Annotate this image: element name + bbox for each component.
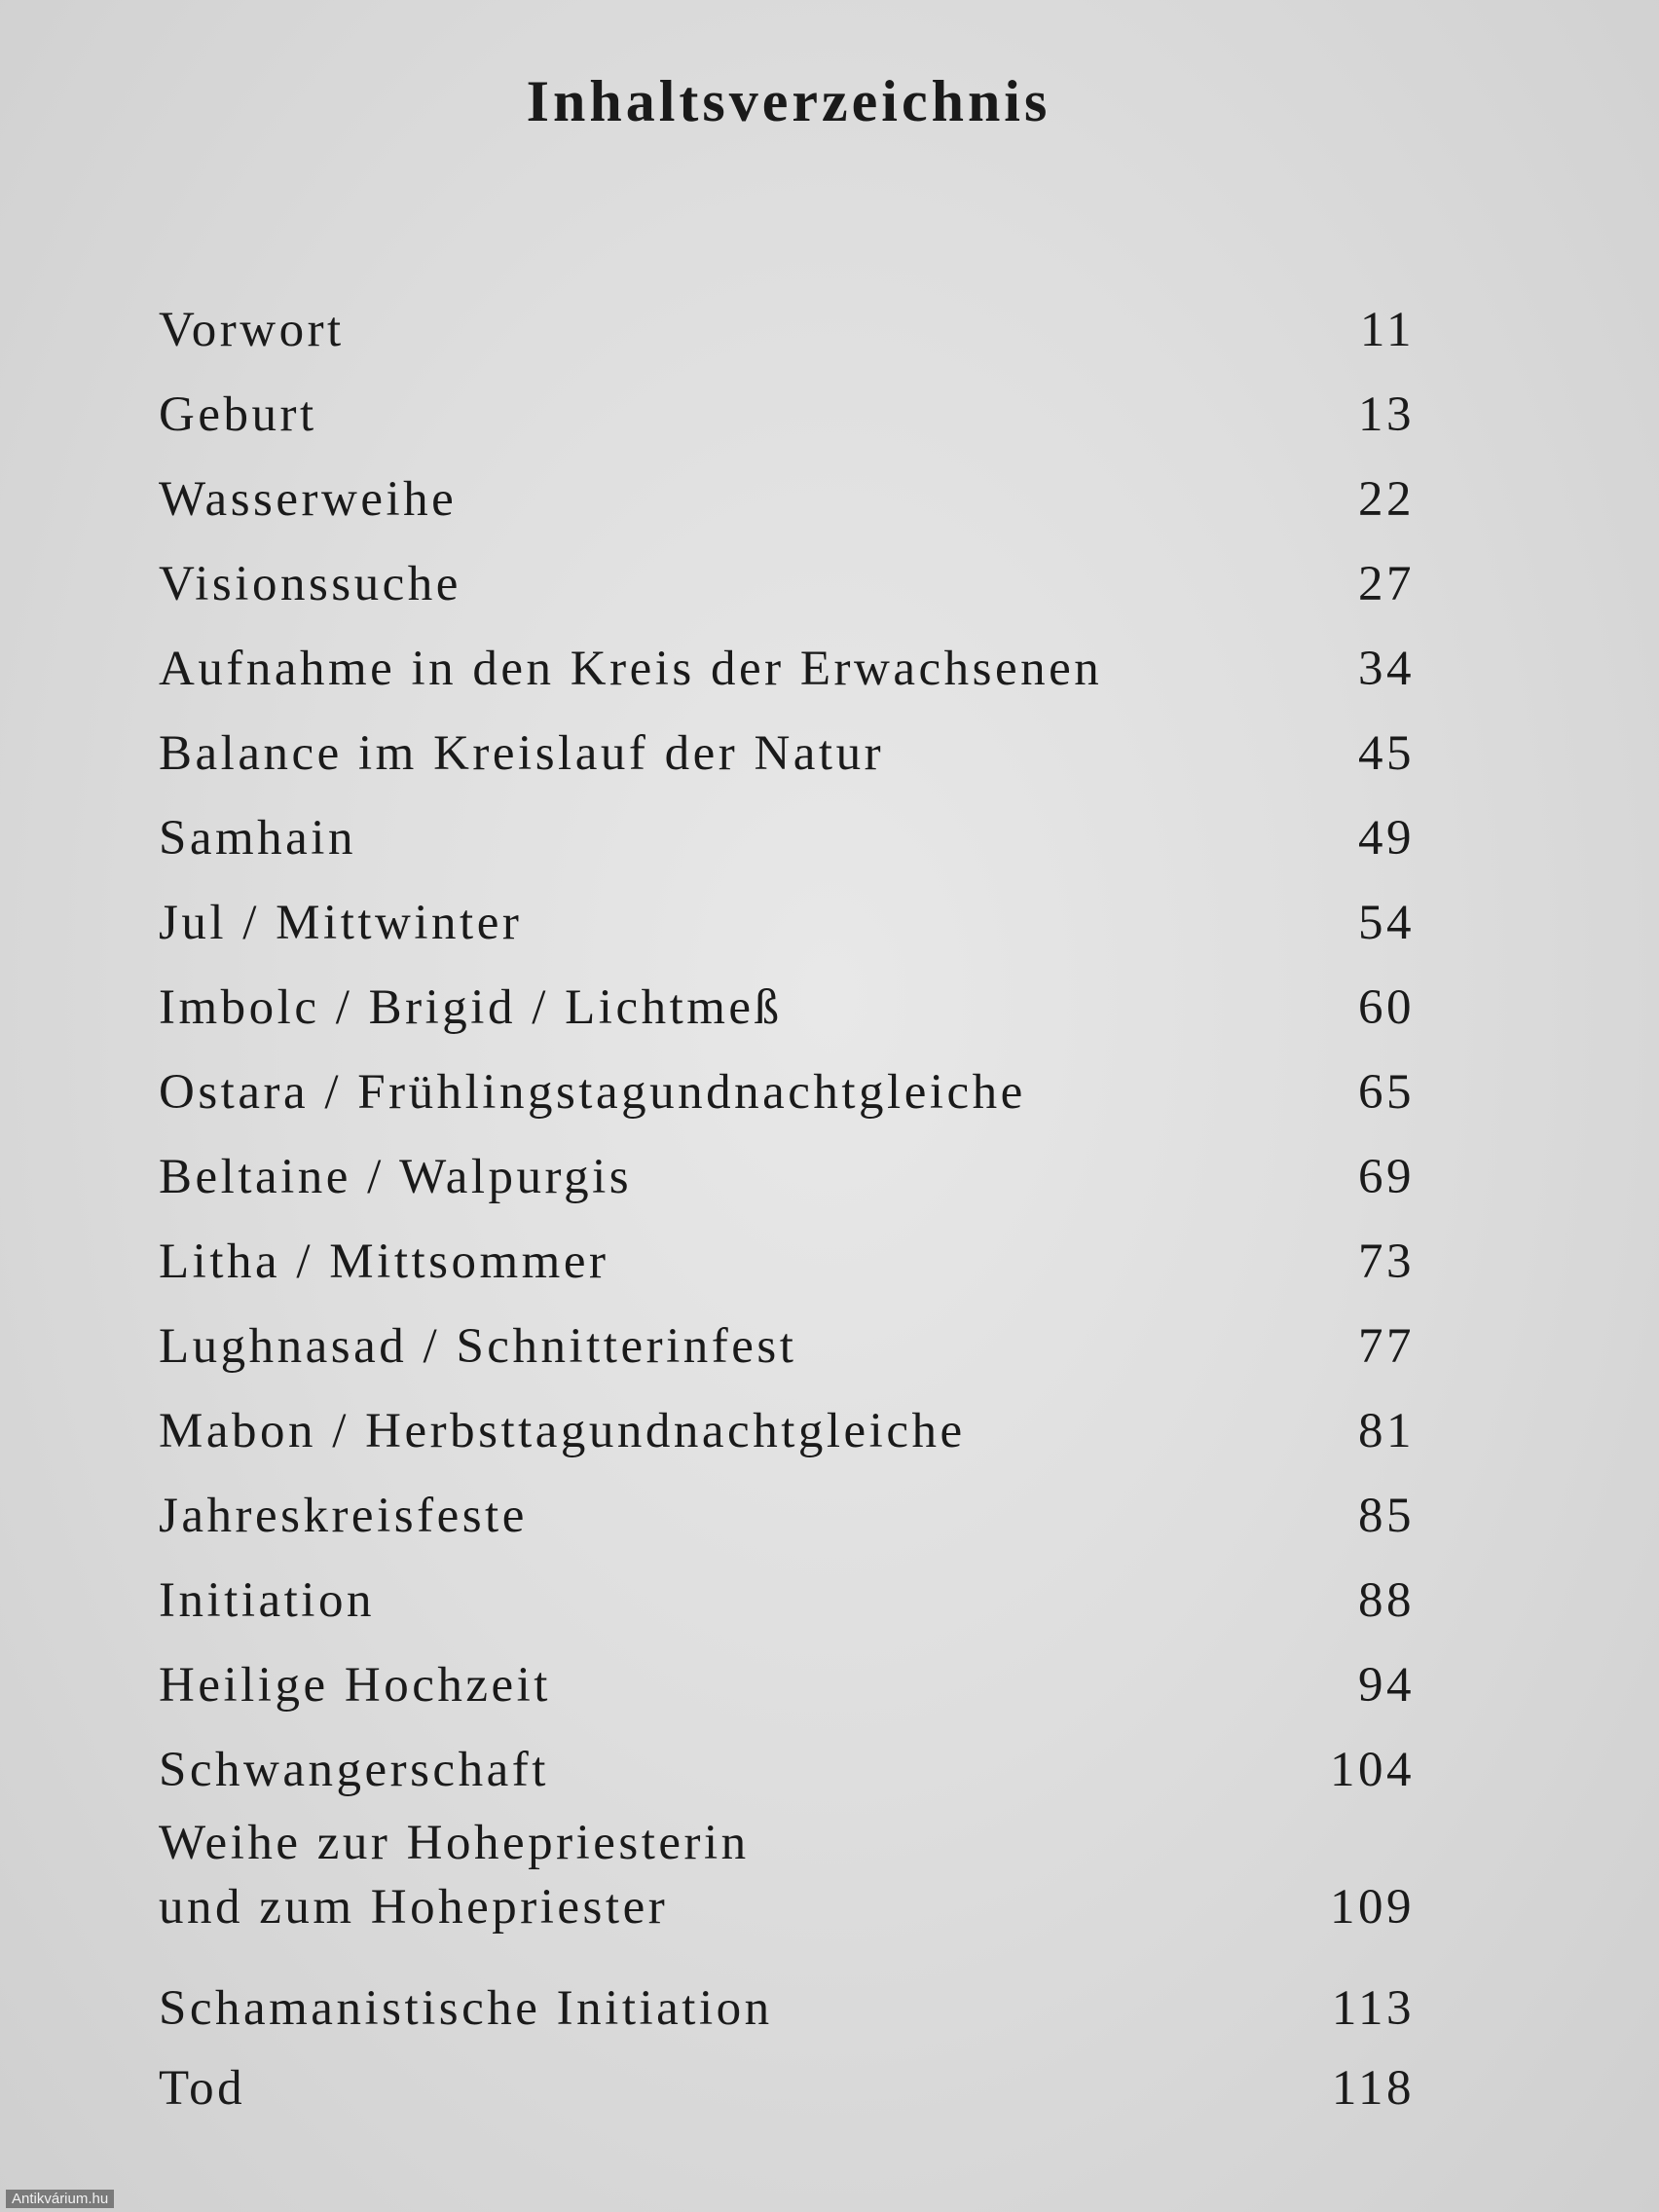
toc-entry-page: 22 [1358, 472, 1415, 527]
toc-entry [159, 637, 1415, 701]
toc-entry [159, 1738, 1415, 1802]
toc-entry-page: 85 [1358, 1489, 1415, 1543]
toc-entry [159, 552, 1415, 616]
toc-entry-label: Litha / Mittsommer [159, 1235, 609, 1289]
toc-entry-page: 34 [1358, 642, 1415, 696]
toc-entry-label: Balance im Kreislauf der Natur [159, 726, 885, 781]
toc-entry-page: 54 [1358, 896, 1415, 950]
toc-entry [159, 1811, 1415, 1939]
toc-entry-page: 73 [1358, 1235, 1415, 1289]
toc-entry-label: Vorwort [159, 303, 345, 357]
toc-entry [159, 806, 1415, 870]
toc-entry-page: 118 [1331, 2061, 1415, 2116]
toc-entry-page: 77 [1358, 1319, 1415, 1374]
watermark: Antikvárium.hu [6, 2190, 114, 2208]
toc-entry-page: 60 [1358, 980, 1415, 1035]
toc-entry-label: Lughnasad / Schnitterinfest [159, 1319, 797, 1374]
toc-entry-page: 27 [1358, 557, 1415, 611]
toc-entry [159, 1976, 1415, 2041]
toc-entry [159, 976, 1415, 1040]
toc-entry [159, 1314, 1415, 1379]
toc-entry-page: 45 [1358, 726, 1415, 781]
toc-entry-page: 49 [1358, 811, 1415, 866]
toc-entry-label: Weihe zur Hohepriesterin [159, 1816, 750, 1870]
toc-entry [159, 1653, 1415, 1717]
toc-entry [159, 1568, 1415, 1633]
toc-entry-label: Samhain [159, 811, 356, 866]
toc-entry-label: Imbolc / Brigid / Lichtmeß [159, 980, 783, 1035]
toc-entry-label: Jul / Mittwinter [159, 896, 523, 950]
toc-entry-page: 109 [1330, 1880, 1415, 1935]
toc-entry [159, 1484, 1415, 1548]
toc-entry [159, 1230, 1415, 1294]
toc-entry [159, 721, 1415, 786]
toc-entry-page: 94 [1358, 1658, 1415, 1713]
page-title: Inhaltsverzeichnis [526, 69, 1051, 133]
toc-entry [159, 1399, 1415, 1463]
toc-entry-label: Initiation [159, 1573, 375, 1628]
toc-entry-label: Visionssuche [159, 557, 461, 611]
toc-entry-label: Geburt [159, 387, 317, 442]
toc-entry [159, 891, 1415, 955]
toc-entry-page: 65 [1358, 1065, 1415, 1120]
toc-entry [159, 1060, 1415, 1124]
toc-entry-label: Schwangerschaft [159, 1743, 549, 1797]
toc-entry-page: 81 [1358, 1404, 1415, 1458]
toc-entry-label: Tod [159, 2061, 246, 2116]
toc-entry-label: Mabon / Herbsttagundnachtgleiche [159, 1404, 966, 1458]
toc-entry-page: 11 [1359, 303, 1415, 357]
toc-entry [159, 2056, 1415, 2120]
toc-entry-label: Wasserweihe [159, 472, 458, 527]
toc-entry [159, 467, 1415, 532]
toc-entry-label-continued: und zum Hohepriester [159, 1880, 669, 1935]
toc-entry-label: Heilige Hochzeit [159, 1658, 551, 1713]
toc-entry-label: Beltaine / Walpurgis [159, 1150, 633, 1204]
toc-entry-label: Ostara / Frühlingstagundnachtgleiche [159, 1065, 1026, 1120]
toc-entry-page: 88 [1358, 1573, 1415, 1628]
toc-entry-page: 13 [1358, 387, 1415, 442]
toc-entry-label: Aufnahme in den Kreis der Erwachsenen [159, 642, 1103, 696]
toc-entry [159, 1145, 1415, 1209]
toc-entry-page: 104 [1330, 1743, 1415, 1797]
toc-entry [159, 298, 1415, 362]
toc-entry-label: Schamanistische Initiation [159, 1981, 773, 2036]
toc-entry-page: 69 [1358, 1150, 1415, 1204]
toc-entry-label: Jahreskreisfeste [159, 1489, 528, 1543]
toc-entry-page: 113 [1331, 1981, 1415, 2036]
toc-entry [159, 383, 1415, 447]
